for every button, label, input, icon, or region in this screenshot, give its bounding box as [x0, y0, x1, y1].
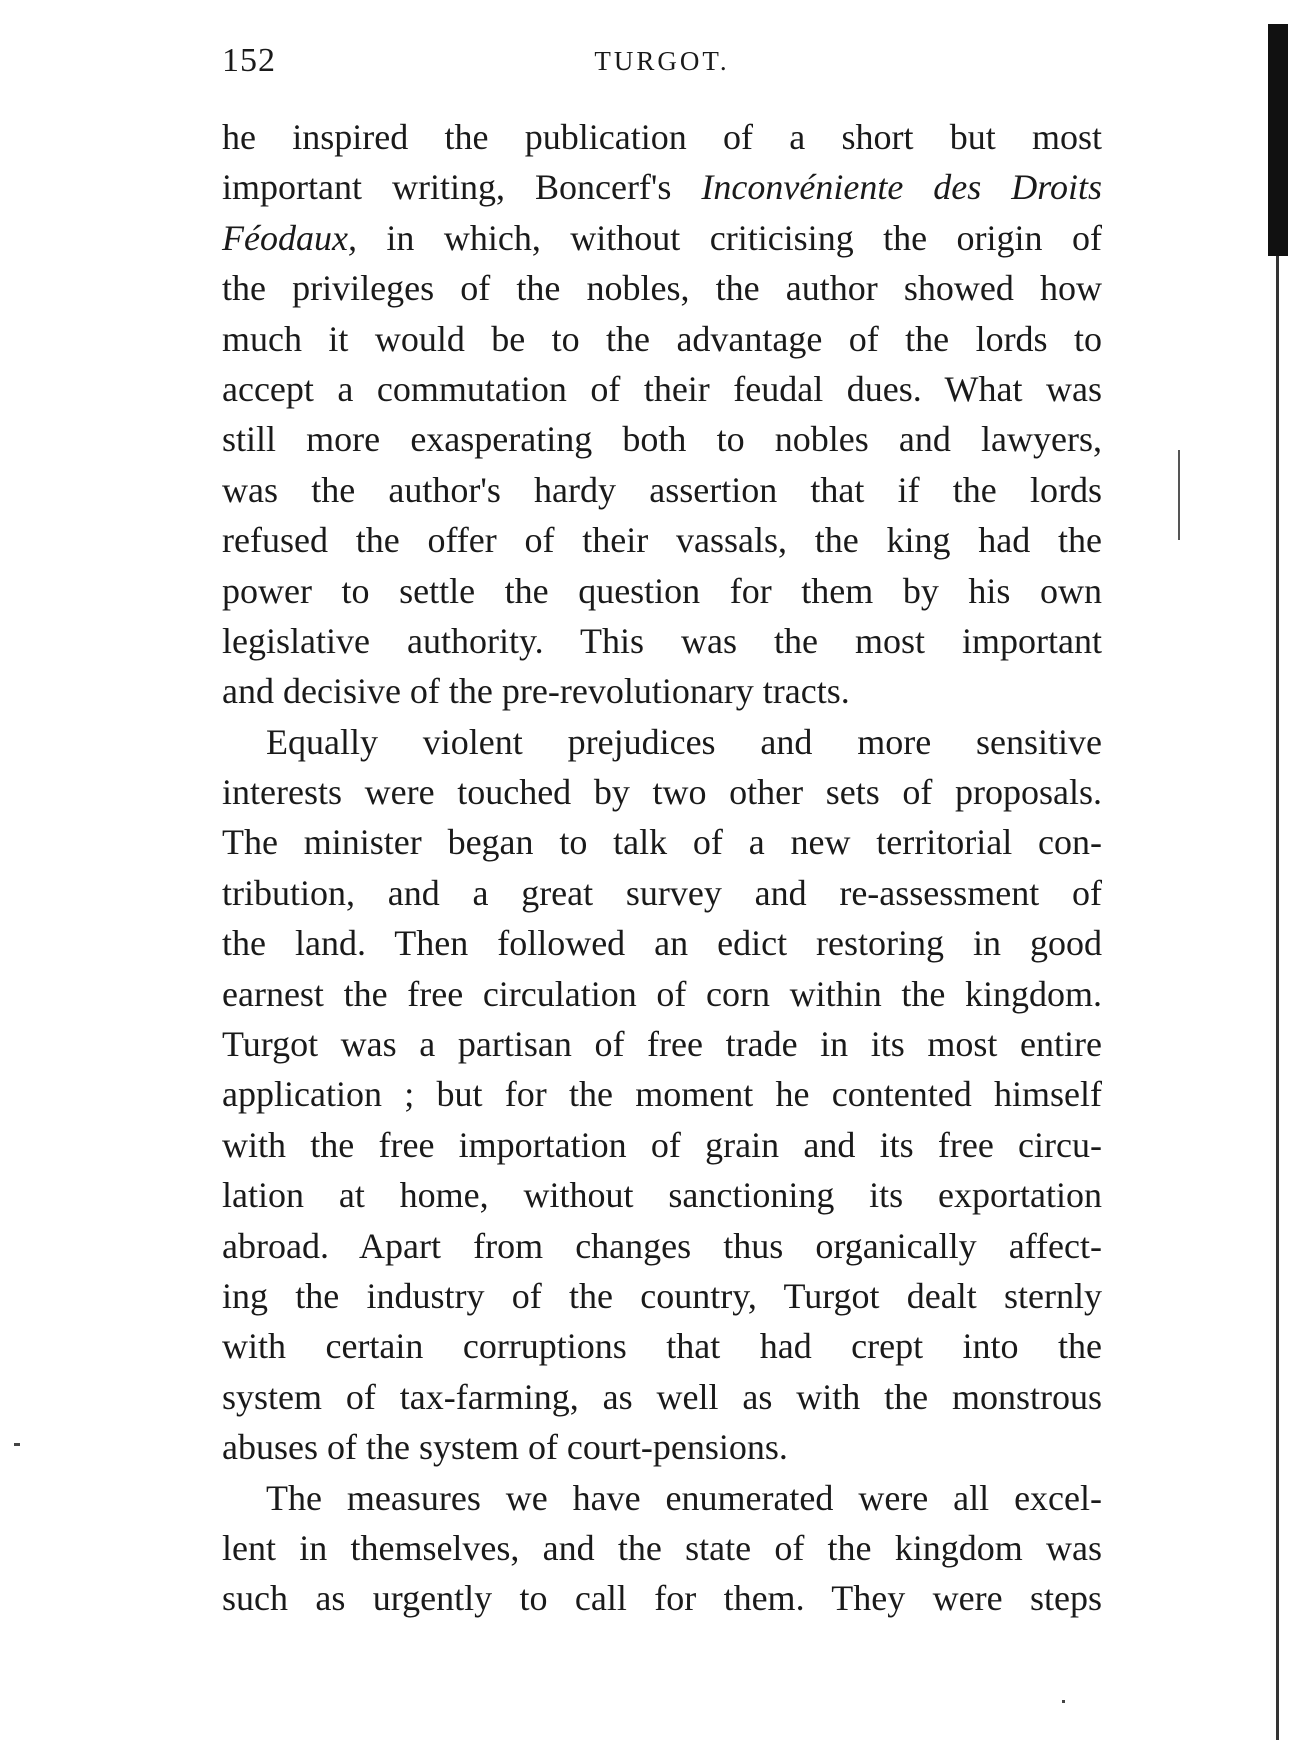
text-line: legislative authority. This was the most important — [222, 620, 1102, 661]
text-line: The minister began to talk of a new territorial con- — [222, 822, 1102, 863]
text-line: Equally violent prejudices and more sensitive — [266, 721, 1102, 762]
text-line: still more exasperating both to nobles and lawyers, — [222, 419, 1102, 460]
text-line: he inspired the publication of a short but most — [222, 117, 1102, 157]
text-line: accept a commutation of their feudal dues. What was — [222, 368, 1102, 409]
text-line: application ; but for the moment he contented himself — [222, 1074, 1102, 1115]
scan-speck — [1062, 1700, 1065, 1703]
text-line: abuses of the system of court-pensions. — [222, 1427, 788, 1468]
text-line: with certain corruptions that had crept into the — [222, 1326, 1102, 1367]
text-line: lent in themselves, and the state of the kingdom was — [222, 1527, 1102, 1568]
text-line: interests were touched by two other sets of proposals. — [222, 772, 1102, 813]
text-line: system of tax-farming, as well as with the monstrous — [222, 1376, 1102, 1417]
text-line: was the author's hardy assertion that if the lords — [222, 469, 1102, 510]
text-line: Féodaux, in which, without criticising the origin of — [222, 217, 1102, 258]
page-number: 152 — [222, 42, 276, 79]
text-line: with the free importation of grain and its free circu- — [222, 1124, 1102, 1165]
text-line: power to settle the question for them by his own — [222, 570, 1102, 611]
page-header — [222, 42, 1102, 82]
running-head: TURGOT. — [594, 46, 730, 76]
text-line: much it would be to the advantage of the lords to — [222, 318, 1102, 359]
italic-title: Féodaux, — [222, 217, 357, 258]
text-line: ing the industry of the country, Turgot dealt sternly — [222, 1275, 1102, 1316]
text-line: lation at home, without sanctioning its exportation — [222, 1175, 1102, 1216]
text-line: Turgot was a partisan of free trade in its most entire — [222, 1024, 1102, 1065]
text-line: the privileges of the nobles, the author showed how — [222, 268, 1102, 309]
scan-speck — [14, 1443, 20, 1446]
italic-title: Inconvéniente des Droits — [701, 167, 1102, 208]
binding-edge-line — [1276, 256, 1279, 1740]
text-line: earnest the free circulation of corn within the kingdom. — [222, 973, 1102, 1014]
text-line: the land. Then followed an edict restoring in good — [222, 923, 1102, 964]
text-line: refused the offer of their vassals, the king had the — [222, 520, 1102, 561]
text-line: abroad. Apart from changes thus organically affect- — [222, 1225, 1102, 1266]
text-line: The measures we have enumerated were all excel- — [266, 1477, 1102, 1518]
text-line: tribution, and a great survey and re-assessment of — [222, 872, 1102, 913]
text-line: important writing, Boncerf's Inconvéniente des Droits — [222, 167, 1102, 208]
text-line: such as urgently to call for them. They were steps — [222, 1578, 1102, 1619]
text-line: and decisive of the pre-revolutionary tracts. — [222, 671, 850, 712]
margin-mark — [1178, 450, 1180, 540]
body-text — [222, 112, 1102, 1624]
binding-shadow — [1268, 24, 1288, 256]
